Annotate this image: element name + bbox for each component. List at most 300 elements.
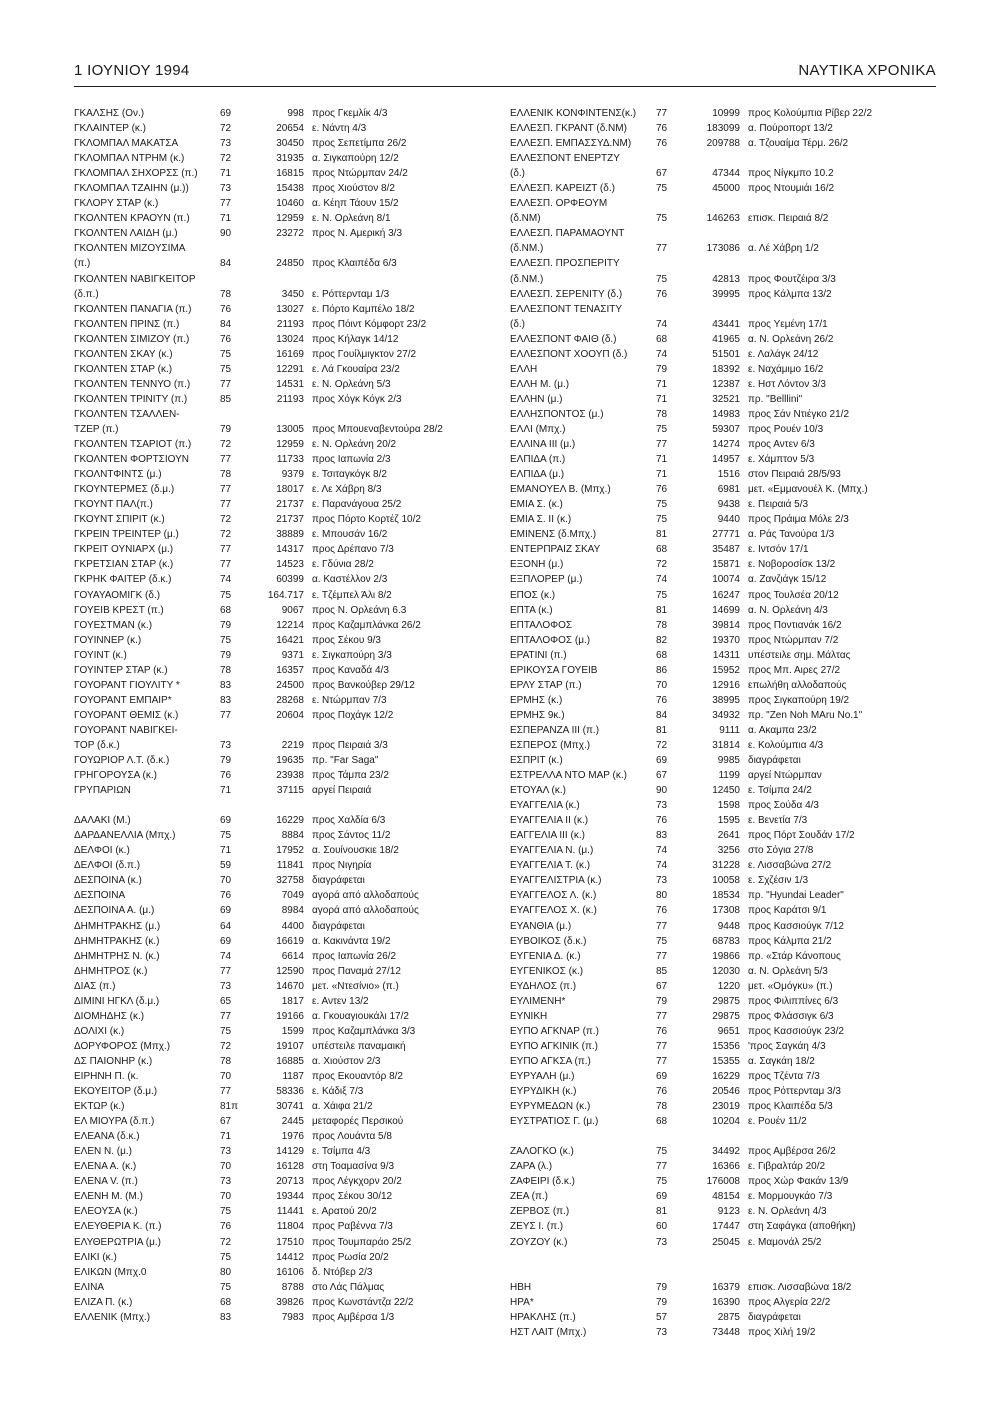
ship-year: 69 (656, 1071, 668, 1082)
ship-year: 71 (220, 845, 232, 857)
ship-note: α. Λέ Χάβρη 1/2 (748, 243, 819, 255)
ship-name: ΕΥΑΓΓΕΛΙΑ (κ.) (510, 800, 580, 812)
ship-note: υπέστειλε σημ. Μάλτας (748, 649, 851, 661)
ship-name: ΕΥΡΥΔΙΚΗ (κ.) (510, 1086, 577, 1098)
ship-note: μετ. «Εμμανουέλ Κ. (Μπχ.) (748, 484, 868, 496)
ship-year: 83 (220, 1311, 232, 1323)
ship-note: προς Ντώρμπαν 24/2 (312, 168, 408, 180)
ship-entry (74, 136, 494, 151)
ship-tons: 20713 (276, 1176, 304, 1188)
ship-year: 83 (220, 679, 232, 691)
ship-entry (510, 633, 936, 648)
ship-year: 81π (220, 1101, 239, 1113)
ship-tons: 9379 (281, 469, 304, 481)
ship-entry (74, 287, 494, 302)
ship-note: ε. Γδύνια 28/2 (312, 559, 374, 571)
ship-name: ΕΙΡΗΝΗ Π. (κ. (74, 1071, 139, 1082)
ship-tons: 34492 (712, 1146, 740, 1158)
ship-tons: 10074 (712, 574, 740, 586)
ship-entry (510, 1114, 936, 1129)
ship-name: ΕΚΤΩΡ (κ.) (74, 1101, 125, 1113)
ship-name: ΕΠΤΑΛΟΦΟΣ (510, 619, 573, 631)
ship-note: ε. Ν. Ορλεάνη 4/3 (748, 1206, 827, 1218)
ship-entry (74, 858, 494, 873)
ship-tons: 16169 (276, 348, 304, 360)
ship-note: α. Κέηπ Τάουν 15/2 (312, 198, 399, 210)
ship-note: ε. Χάμπτον 5/3 (748, 454, 815, 466)
ship-year: 70 (220, 875, 232, 887)
ship-name: ΔΑΡΔΑΝΕΛΛΙΑ (Μπχ.) (74, 830, 176, 842)
ship-year: 71 (656, 454, 668, 466)
ship-tons: 11804 (276, 1221, 304, 1233)
ship-entry (74, 467, 494, 482)
ship-name: ΓΟΥΕΙΒ ΚΡΕΣΤ (π.) (74, 604, 164, 616)
ship-tons: 23019 (712, 1101, 740, 1113)
ship-year: 76 (656, 484, 668, 496)
ship-entry (510, 181, 936, 196)
ship-name: ΕΛΛΙ (Μπχ.) (510, 423, 566, 435)
ship-tons: 14523 (276, 559, 304, 571)
ship-note: ε. Ν. Ορλεάνη 5/3 (312, 378, 391, 390)
publication-title: ΝΑΥΤΙΚΑ ΧΡΟΝΙΚΑ (798, 62, 936, 79)
ship-year: 67 (656, 980, 668, 992)
ship-note: ε. Ρουέν 11/2 (748, 1116, 807, 1128)
ship-name: ΕΛΛΕΝΙΚ (Μπχ.) (74, 1311, 151, 1323)
ship-note: ε. Αρατού 20/2 (312, 1206, 377, 1218)
ship-note: προς Κασσιούγκ 23/2 (748, 1025, 844, 1037)
ship-year: 81 (656, 529, 668, 541)
ship-tons: 18392 (712, 363, 740, 375)
ship-year: 75 (656, 273, 668, 285)
ship-entry (74, 272, 494, 287)
ship-note: προς Σεπετίμπα 26/2 (312, 138, 407, 150)
ship-name: ΓΟΥΙΝΤΕΡ ΣΤΑΡ (κ.) (74, 664, 168, 676)
ship-year: 73 (220, 138, 232, 150)
ship-year: 75 (220, 1206, 232, 1218)
ship-name: ΕΛΛΕΣΠ. ΓΚΡΑΝΤ (δ.ΝΜ) (510, 123, 627, 135)
ship-tons: 12916 (712, 679, 740, 691)
ship-note: προς Τζέντα 7/3 (748, 1071, 820, 1082)
ship-entry (74, 768, 494, 783)
ship-tons: 60399 (276, 574, 304, 586)
ship-note: ε. Πειραιά 5/3 (748, 499, 809, 511)
ship-note: προς Χώρ Φακάν 13/9 (748, 1176, 849, 1188)
ship-note: προς Δρέπανο 7/3 (312, 544, 394, 556)
ship-year: 74 (220, 574, 232, 586)
ship-note: προς Πόρτ Σουδάν 17/2 (748, 830, 855, 842)
ship-name: ΕΥΑΓΓΕΛΙΑ II (κ.) (510, 815, 589, 827)
ship-year: 70 (220, 1071, 232, 1082)
ship-name: ΕΣΠΕΡΟΣ (Μπχ.) (510, 739, 591, 751)
ship-name: (δ.ΝΜ) (510, 213, 541, 225)
ship-name: ΗΒΗ (510, 1281, 532, 1293)
ship-tons: 1817 (281, 995, 304, 1007)
ship-note: πρ. "Belllini" (748, 393, 803, 405)
ship-tons: 23272 (276, 228, 304, 240)
ship-year: 72 (656, 559, 668, 571)
ship-note: προς Εκουαντόρ 8/2 (312, 1071, 403, 1082)
ship-tons: 21737 (276, 499, 304, 511)
ship-entry (510, 347, 936, 362)
ship-entry (74, 512, 494, 527)
ship-year: 76 (656, 288, 668, 300)
ship-name: ΔΟΡΥΦΟΡΟΣ (Μπχ.) (74, 1040, 171, 1052)
ship-entry (74, 1054, 494, 1069)
ship-year: 84 (220, 258, 232, 270)
ship-year: 72 (220, 514, 232, 526)
ship-tons: 7983 (281, 1311, 304, 1323)
ship-entry (74, 843, 494, 858)
ship-name: ΕΥΛΙΜΕΝΗ* (510, 995, 566, 1007)
ship-year: 90 (656, 785, 668, 797)
ship-tons: 29875 (712, 995, 740, 1007)
ship-tons: 21193 (276, 318, 304, 330)
ship-tons: 14274 (712, 439, 740, 451)
ship-tons: 1599 (281, 1025, 304, 1037)
ship-note: ε. Ν. Ορλεάνη 8/1 (312, 213, 391, 225)
ship-name: ΔΙΟΜΗΔΗΣ (κ.) (74, 1010, 145, 1022)
ship-tons: 12387 (712, 378, 740, 390)
ship-tons: 2219 (281, 739, 304, 751)
ship-year: 73 (656, 1326, 668, 1338)
ship-name: ΓΟΥΩΡΙΟΡ Λ.Τ. (δ.κ.) (74, 755, 170, 767)
ship-tons: 15356 (712, 1040, 740, 1052)
ship-entry (510, 572, 936, 587)
ship-entry (510, 588, 936, 603)
ship-note: στο Σόγια 27/8 (748, 845, 814, 857)
ship-tons: 12030 (712, 965, 740, 977)
ship-tons: 12590 (276, 965, 304, 977)
ship-entry (510, 934, 936, 949)
ship-name: ΕΛΛΕΣΠ. ΟΡΦΕΟΥΜ (510, 198, 608, 210)
ship-name: ΓΚΟΛΝΤΕΝ ΤΕΝΝΥΟ (π.) (74, 378, 191, 390)
ship-name: ΕΥΓΕΝΙΚΟΣ (κ.) (510, 965, 584, 977)
ship-name: ΕΛΠΙΔΑ (π.) (510, 454, 566, 466)
ship-entry (510, 964, 936, 979)
ship-note: προς Σάντος 11/2 (312, 830, 391, 842)
ship-entry (74, 979, 494, 994)
ship-note: προς Ποντιανάκ 16/2 (748, 619, 842, 631)
ship-tons: 15871 (712, 559, 740, 571)
ship-note: ε. Μαμονάλ 25/2 (748, 1236, 822, 1248)
ship-year: 73 (220, 980, 232, 992)
ship-name: ΕΥΠΟ ΑΓΚΝΑΡ (π.) (510, 1025, 599, 1037)
ship-note: προς Κολούμπια Ρίβερ 22/2 (748, 108, 873, 119)
ship-note: προς Σέκου 30/12 (312, 1191, 393, 1203)
ship-entry (510, 738, 936, 753)
ship-tons: 24500 (276, 679, 304, 691)
ship-year: 60 (656, 1221, 668, 1233)
ship-name: ΓΚΟΛΝΤΕΝ ΣΙΜΙΖΟΥ (π.) (74, 333, 190, 345)
ship-tons: 68783 (712, 935, 740, 947)
ship-year: 77 (656, 1161, 668, 1173)
ship-name: ΓΚΟΛΝΤΕΝ ΣΤΑΡ (κ.) (74, 363, 173, 375)
ship-year: 73 (656, 800, 668, 812)
ship-year: 86 (656, 664, 668, 676)
ship-name: ΕΛΛΕΝΙΚ ΚΟΝΦΙΝΤΕΝΣ(κ.) (510, 108, 637, 119)
ship-year: 67 (656, 770, 668, 782)
ship-tons: 14531 (276, 378, 304, 390)
ship-entry (74, 1084, 494, 1099)
ship-name: ΔΣ ΠΑΙΟΝΗΡ (κ.) (74, 1055, 153, 1067)
ship-year: 79 (656, 995, 668, 1007)
ship-tons: 32521 (712, 393, 740, 405)
ship-note: α. Σαγκάη 18/2 (748, 1055, 815, 1067)
ship-note: α. Χάιφα 21/2 (312, 1101, 373, 1113)
ship-tons: 16390 (712, 1296, 740, 1308)
ship-name: ΕΛΛΕΣΠ. ΠΑΡΑΜΑΟΥΝΤ (510, 228, 625, 240)
ship-tons: 35487 (712, 544, 740, 556)
ship-entry (74, 256, 494, 271)
ship-tons: 11841 (276, 860, 304, 872)
ship-note: υπέστειλε παναμαική (312, 1040, 406, 1052)
ship-entry (510, 979, 936, 994)
ship-name: ΕΛΕΑΝΑ (δ.κ.) (74, 1131, 140, 1143)
ship-note: στον Πειραιά 28/5/93 (748, 469, 841, 481)
ship-entry (510, 1009, 936, 1024)
ship-note: προς Υεμένη 17/1 (748, 318, 828, 330)
ship-note: προς Ντουμιάι 16/2 (748, 183, 835, 195)
ship-note: α. Γκουαγιουκάλι 17/2 (312, 1010, 409, 1022)
ship-note: ε. Μορμουγκάο 7/3 (748, 1191, 833, 1203)
ship-note: ε. Σχζέσιν 1/3 (748, 875, 809, 887)
ship-entry (510, 1204, 936, 1219)
ship-year: 77 (656, 1040, 668, 1052)
ship-year: 65 (220, 995, 232, 1007)
ship-tons: 39995 (712, 288, 740, 300)
ship-tons: 2445 (281, 1116, 304, 1128)
ship-tons: 16106 (276, 1266, 304, 1278)
ship-note: ε. Ιντσόν 17/1 (748, 544, 809, 556)
ship-tons: 13005 (276, 423, 304, 435)
ship-tons: 17510 (276, 1236, 304, 1248)
ship-entry (74, 753, 494, 768)
ship-note: α. Σουίνουσκιε 18/2 (312, 845, 399, 857)
ship-tons: 209788 (706, 138, 740, 150)
ship-tons: 9438 (717, 499, 740, 511)
ship-note: προς Αμβέρσα 26/2 (748, 1146, 836, 1158)
ship-tons: 31228 (712, 860, 740, 872)
ship-tons: 9067 (281, 604, 304, 616)
ship-tons: 14412 (276, 1251, 304, 1263)
ship-entry (74, 347, 494, 362)
ship-year: 74 (656, 860, 668, 872)
ship-note: προς Φλάσσιγκ 6/3 (748, 1010, 834, 1022)
ship-entry (510, 392, 936, 407)
ship-tons: 14129 (276, 1146, 304, 1158)
ship-name: ΓΟΥΙΝΤ (κ.) (74, 649, 127, 661)
ship-tons: 27771 (712, 529, 740, 541)
ship-name: ΓΚΟΛΝΤΦΙΝΤΣ (μ.) (74, 469, 162, 481)
issue-date: 1 ΙΟΥΝΙΟΥ 1994 (74, 62, 190, 79)
ship-entry (74, 1204, 494, 1219)
ship-tons: 48154 (712, 1191, 740, 1203)
ship-name: ΓΚΑΛΣΗΣ (Ον.) (74, 108, 145, 119)
ship-name: ΕΣΠΡΙΤ (κ.) (510, 755, 563, 767)
ship-tons: 16357 (276, 664, 304, 676)
ship-entry (74, 527, 494, 542)
ship-tons: 25045 (712, 1236, 740, 1248)
ship-name: ΕΥΔΗΛΟΣ (π.) (510, 980, 577, 992)
ship-name: ΕΛΠΙΔΑ (μ.) (510, 469, 565, 481)
ship-entry (510, 994, 936, 1009)
left-column (74, 106, 494, 1325)
ship-year: 79 (220, 649, 232, 661)
ship-name: ΔΗΜΗΤΡΑΚΗΣ (μ.) (74, 920, 161, 932)
ship-name: ΓΚΛΟΜΠΑΛ ΣΗΧΟΡΣΣ (π.) (74, 168, 198, 180)
ship-entry (74, 1129, 494, 1144)
ship-year: 78 (656, 408, 668, 420)
ship-year: 75 (656, 514, 668, 526)
ship-note: πρ. «Στάρ Κάνοπους (748, 950, 841, 962)
ship-name: ΓΚΟΛΝΤΕΝ ΤΡΙΝΙΤΥ (π.) (74, 393, 188, 405)
ship-name: ΕΛΛΗΣΠΟΝΤΟΣ (μ.) (510, 408, 604, 420)
ship-note: προς Ρωσία 20/2 (312, 1251, 389, 1263)
ship-entry (74, 1114, 494, 1129)
ship-name: ΓΟΥΕΣΤΜΑΝ (κ.) (74, 619, 153, 631)
ship-year: 76 (220, 770, 232, 782)
ship-entry (74, 1265, 494, 1280)
ship-entry (510, 527, 936, 542)
ship-entry (74, 813, 494, 828)
ship-entry (510, 272, 936, 287)
ship-note: προς Λουάντα 5/8 (312, 1131, 392, 1143)
ship-year: 80 (656, 890, 668, 902)
ship-entry (510, 753, 936, 768)
ship-name: ΓΚΟΛΝΤΕΝ ΝΑΒΙΓΚΕΙΤΟΡ (74, 273, 196, 285)
ship-tons: 21737 (276, 514, 304, 526)
ship-note: προς Κήλαγκ 14/12 (312, 333, 399, 345)
ship-note: ε. Νοβοροσίσκ 13/2 (748, 559, 836, 571)
ship-name: ΕΜΑΝΟΥΕΛ Β. (Μπχ.) (510, 484, 611, 496)
ship-tons: 1976 (281, 1131, 304, 1143)
ship-year: 72 (220, 1040, 232, 1052)
ship-tons: 17308 (712, 905, 740, 917)
ship-note: προς Αλγερία 22/2 (748, 1296, 831, 1308)
ship-entry (74, 437, 494, 452)
ship-name: ΓΚΡΕΙΤ ΟΥΝΙΑΡΧ (μ.) (74, 544, 174, 556)
ship-entry (74, 964, 494, 979)
ship-year: 68 (656, 649, 668, 661)
ship-year: 64 (220, 920, 232, 932)
ship-name: ΔΗΜΗΤΡΗΣ Ν. (κ.) (74, 950, 160, 962)
ship-entry (74, 1219, 494, 1234)
ship-year: 67 (220, 1116, 232, 1128)
ship-name: ΗΡΑΚΛΗΣ (π.) (510, 1311, 576, 1323)
ship-entry (510, 422, 936, 437)
ship-entry (510, 437, 936, 452)
ship-entry (74, 392, 494, 407)
ship-tons: 18017 (276, 484, 304, 496)
ship-name: ΕΡΙΚΟΥΣΑ ΓΟΥΕΙΒ (510, 664, 598, 676)
ship-note: αγορά από αλλοδαπούς (312, 890, 419, 902)
ship-entry (510, 603, 936, 618)
ship-entry (74, 693, 494, 708)
ship-year: 70 (220, 1191, 232, 1203)
ship-tons: 9985 (717, 755, 740, 767)
ship-tons: 15952 (712, 664, 740, 676)
ship-name: ΓΟΥΟΡΑΝΤ ΘΕΜΙΣ (κ.) (74, 709, 179, 721)
ship-year: 71 (656, 393, 668, 405)
ship-note: προς Σέκου 9/3 (312, 634, 381, 646)
ship-year: 77 (656, 1055, 668, 1067)
ship-note: διαγράφεται (748, 1311, 801, 1323)
ship-name: ΔΙΜΙΝΙ ΗΓΚΛ (δ.μ.) (74, 995, 160, 1007)
ship-tons: 30450 (276, 138, 304, 150)
ship-note: ε. Ναχάμιμο 16/2 (748, 363, 824, 375)
ship-tons: 19166 (276, 1010, 304, 1022)
ship-year: 69 (220, 108, 232, 119)
ship-entry (510, 1069, 936, 1084)
ship-name: ΕΛΛΕΣΠ. ΚΑΡΕΙΖΤ (δ.) (510, 183, 615, 195)
ship-name: ΔΕΣΠΟΙΝΑ (74, 890, 126, 902)
ship-name: ΕΠΤΑ (κ.) (510, 604, 553, 616)
ship-note: ε. Κολούμπια 4/3 (748, 739, 824, 751)
ship-entry (510, 512, 936, 527)
ship-note: στο Λάς Πάλμας (312, 1281, 385, 1293)
ship-entry (510, 843, 936, 858)
ship-year: 73 (656, 1236, 668, 1248)
ship-tons: 9440 (717, 514, 740, 526)
ship-year: 77 (656, 243, 668, 255)
ship-note: προς Καναδά 4/3 (312, 664, 389, 676)
ship-tons: 38889 (276, 529, 304, 541)
ship-entry (510, 1159, 936, 1174)
ship-entry (74, 618, 494, 633)
ship-tons: 31935 (276, 153, 304, 165)
ship-name: ΕΥΑΓΓΕΛΙΑ Ν. (μ.) (510, 845, 594, 857)
ship-entry (510, 467, 936, 482)
ship-name: ΕΥΓΕΝΙΑ Δ. (κ.) (510, 950, 581, 962)
ship-entry (510, 211, 936, 226)
ship-tons: 14983 (712, 408, 740, 420)
ship-year: 72 (220, 1236, 232, 1248)
ship-note: προς Γουίλμιγκτον 27/2 (312, 348, 417, 360)
ship-entry (74, 1009, 494, 1024)
ship-name: ΕΥΒΟΙΚΟΣ (δ.κ.) (510, 935, 587, 947)
ship-year: 72 (220, 123, 232, 135)
ship-year: 74 (656, 845, 668, 857)
ship-name: ΕΥΑΓΓΕΛΙΣΤΡΙΑ (κ.) (510, 875, 602, 887)
ship-entry (74, 106, 494, 121)
ship-entry (510, 1174, 936, 1189)
ship-tons: 47344 (712, 168, 740, 180)
ship-name: ΕΣΠΕΡΑΝΖΑ III (π.) (510, 724, 600, 736)
ship-entry (74, 1250, 494, 1265)
ship-tons: 10204 (712, 1116, 740, 1128)
ship-name: ΔΑΛΑΚΙ (Μ.) (74, 815, 131, 827)
ship-tons: 16379 (712, 1281, 740, 1293)
ship-name: ΓΚΟΥΝΤ ΠΑΛ(π.) (74, 499, 153, 511)
ship-entry (74, 542, 494, 557)
ship-entry (74, 1024, 494, 1039)
ship-tons: 14317 (276, 544, 304, 556)
ship-entry (74, 919, 494, 934)
ship-tons: 14670 (276, 980, 304, 992)
ship-tons: 38995 (712, 694, 740, 706)
ship-entry (510, 858, 936, 873)
ship-note: α. Ν. Ορλεάνη 5/3 (748, 965, 828, 977)
ship-tons: 19370 (712, 634, 740, 646)
ship-note: ε. Ντώρμπαν 7/3 (312, 694, 387, 706)
ship-tons: 20546 (712, 1086, 740, 1098)
ship-year: 83 (656, 830, 668, 842)
ship-note: προς Ν. Αμερική 3/3 (312, 228, 403, 240)
ship-entry (74, 1174, 494, 1189)
ship-name: ΕΛΛΙΝΑ III (μ.) (510, 439, 576, 451)
ship-year: 90 (220, 228, 232, 240)
ship-name: ΔΕΣΠΟΙΝΑ (κ.) (74, 875, 142, 887)
